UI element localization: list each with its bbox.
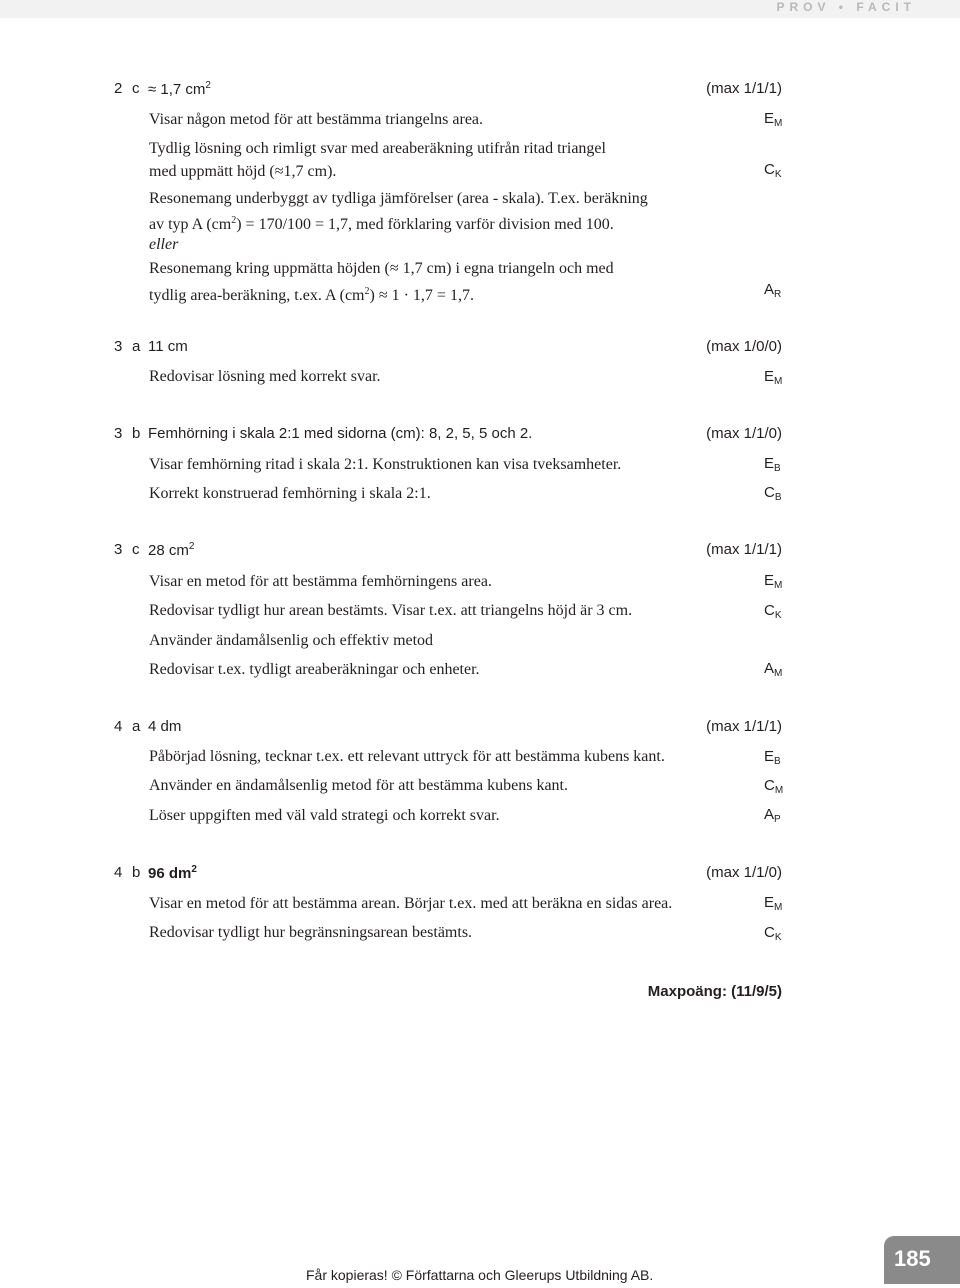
question-4b-header (0, 864, 960, 886)
grade-code: $E_B$ (764, 455, 781, 474)
question-max-points: (max 1/1/1) (706, 80, 782, 97)
question-2c-header (0, 80, 960, 102)
header-label: PROV • FACIT (776, 0, 916, 14)
question-number: 4 (114, 864, 123, 881)
question-max-points: (max 1/1/1) (706, 718, 782, 735)
question-4a-header (0, 718, 960, 740)
criterion: av typ A $(cm^2) = 170/100 = 1,7$, med förklaring varför division med 100. (149, 215, 614, 233)
grade-code: $A_M$ (764, 660, 783, 679)
criterion: Redovisar lösning med korrekt svar. (149, 368, 381, 385)
question-3c-header (0, 541, 960, 563)
question-answer: 11 cm (148, 338, 188, 355)
criterion: Korrekt konstruerad femhörning i skala 2:1. (149, 485, 431, 502)
criterion: Tydlig lösning och rimligt svar med areaberäkning utifrån ritad triangel (149, 140, 606, 157)
max-points-total: Maxpoäng: (11/9/5) (647, 983, 782, 1000)
grade-code: $C_M$ (764, 777, 784, 796)
question-part: c (132, 80, 140, 97)
question-part: a (132, 718, 141, 735)
question-max-points: (max 1/1/1) (706, 541, 782, 558)
grade-code: $E_B$ (764, 748, 781, 767)
footer-copyright: Får kopieras! © Författarna och Gleerups Utbildning AB. (306, 1267, 654, 1283)
grade-code: $A_R$ (764, 281, 782, 300)
question-max-points: (max 1/1/0) (706, 864, 782, 881)
grade-code: $C_K$ (764, 602, 782, 621)
criterion: Använder ändamålsenlig och effektiv metod (149, 632, 434, 649)
grade-code: $E_M$ (764, 368, 783, 387)
question-answer: ≈ 1,7 $cm^2$ (148, 80, 211, 98)
grade-code: $E_M$ (764, 894, 783, 913)
question-number: 3 (114, 425, 123, 442)
question-part: b (132, 864, 141, 881)
grade-code: $C_B$ (764, 484, 782, 503)
question-answer: 96 $dm^2$ (148, 864, 197, 882)
question-max-points: (max 1/1/0) (706, 425, 782, 442)
criterion: Redovisar t.ex. tydligt areaberäkningar och enheter. (149, 661, 480, 678)
question-answer: Femhörning i skala 2:1 med sidorna (cm): 8, 2, 5, 5 och 2. (148, 425, 533, 442)
question-part: c (132, 541, 140, 558)
page-number: 185 (894, 1246, 931, 1271)
criterion: Visar en metod för att bestämma arean. Börjar t.ex. med att beräkna en sidas area. (149, 895, 673, 912)
criterion: Påbörjad lösning, tecknar t.ex. ett relevant uttryck för att bestämma kubens kant. (149, 748, 665, 765)
grade-code: $E_M$ (764, 572, 783, 591)
question-answer: 28 $cm^2$ (148, 541, 195, 559)
criterion: Resonemang underbyggt av tydliga jämförelser (area - skala). T.ex. beräkning (149, 190, 648, 207)
grade-code: $C_K$ (764, 924, 782, 943)
question-3a-header (0, 338, 960, 360)
criterion: med uppmätt höjd (≈1,7 cm). (149, 163, 337, 180)
criterion-or: eller (149, 236, 179, 253)
criterion: Visar någon metod för att bestämma triangelns area. (149, 111, 484, 128)
question-3b-header (0, 425, 960, 447)
criterion: Löser uppgiften med väl vald strategi och korrekt svar. (149, 807, 500, 824)
question-answer: 4 dm (148, 718, 182, 735)
grade-code: $E_M$ (764, 110, 783, 129)
grade-code: $C_K$ (764, 161, 782, 180)
criterion: Visar en metod för att bestämma femhörningens area. (149, 573, 492, 590)
criterion: Redovisar tydligt hur begränsningsarean bestämts. (149, 924, 473, 941)
question-part: b (132, 425, 141, 442)
criterion: Visar femhörning ritad i skala 2:1. Konstruktionen kan visa tveksamheter. (149, 456, 622, 473)
criterion: tydlig area-beräkning, t.ex. A $(cm^2) \approx 1 \cdot 1,7 = 1,7$. (149, 286, 474, 304)
criterion: Resonemang kring uppmätta höjden (≈ 1,7 cm) i egna triangeln och med (149, 260, 614, 277)
question-number: 3 (114, 338, 123, 355)
criterion: Redovisar tydligt hur arean bestämts. Visar t.ex. att triangelns höjd är 3 cm. (149, 602, 633, 619)
question-max-points: (max 1/0/0) (706, 338, 782, 355)
grade-code: $A_P$ (764, 806, 781, 825)
criterion: Använder en ändamålsenlig metod för att bestämma kubens kant. (149, 777, 568, 794)
question-number: 2 (114, 80, 123, 97)
question-number: 3 (114, 541, 123, 558)
question-number: 4 (114, 718, 123, 735)
question-part: a (132, 338, 141, 355)
